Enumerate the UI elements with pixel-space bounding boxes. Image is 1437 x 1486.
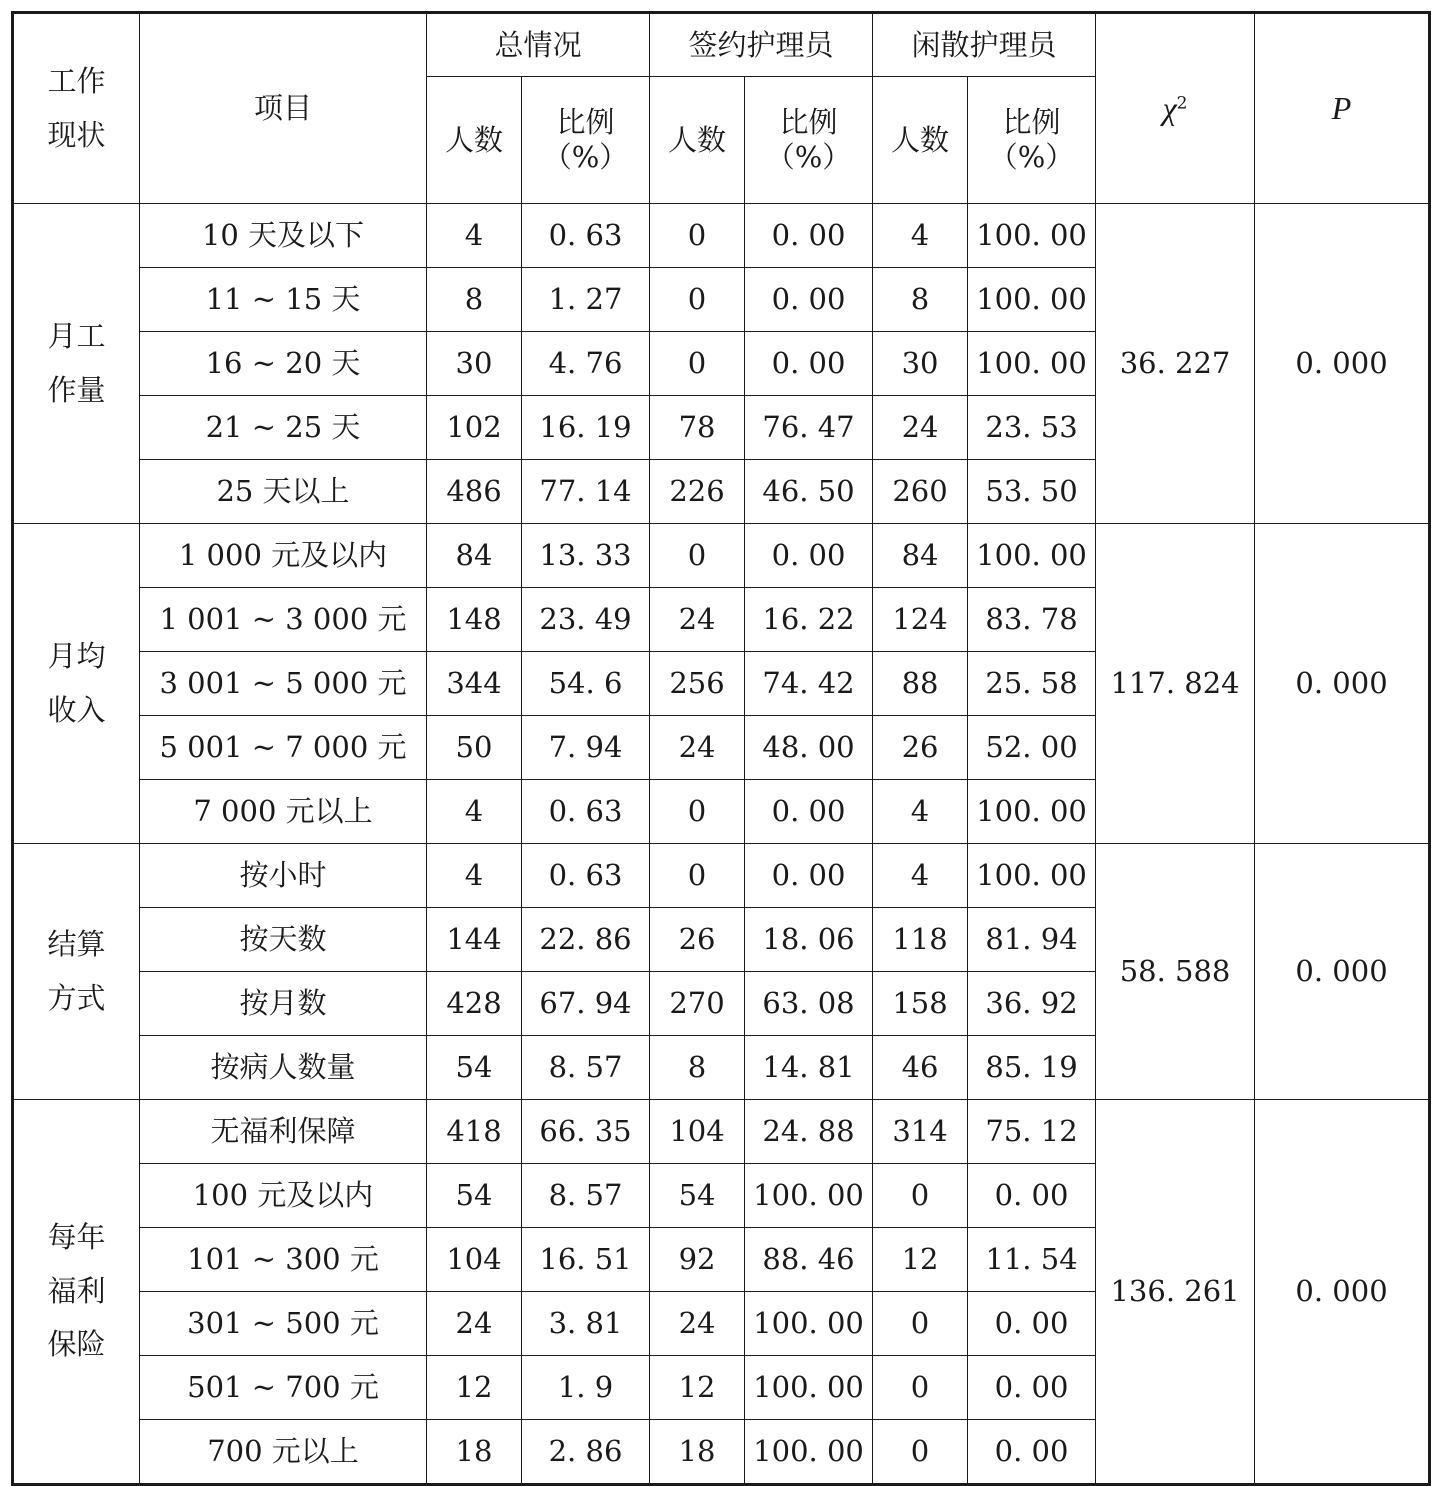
header-total-ratio bbox=[522, 77, 650, 204]
total-count-cell: 4 bbox=[427, 204, 522, 268]
row-item: 100 元及以内 bbox=[140, 1164, 427, 1228]
contracted-count-cell: 54 bbox=[650, 1164, 745, 1228]
row-item: 1 000 元及以内 bbox=[140, 524, 427, 588]
casual-ratio-cell: 11. 54 bbox=[968, 1228, 1096, 1292]
contracted-count-cell: 0 bbox=[650, 268, 745, 332]
total-count-cell: 102 bbox=[427, 396, 522, 460]
casual-ratio-cell: 100. 00 bbox=[968, 524, 1096, 588]
total-count-cell: 486 bbox=[427, 460, 522, 524]
row-item: 501 ~ 700 元 bbox=[140, 1356, 427, 1420]
group-label: 结算 方式 bbox=[13, 844, 140, 1100]
casual-count-cell: 0 bbox=[873, 1292, 968, 1356]
row-item: 按天数 bbox=[140, 908, 427, 972]
total-ratio-cell: 16. 51 bbox=[522, 1228, 650, 1292]
total-ratio-cell: 4. 76 bbox=[522, 332, 650, 396]
row-item: 16 ~ 20 天 bbox=[140, 332, 427, 396]
row-item: 无福利保障 bbox=[140, 1100, 427, 1164]
data-table bbox=[11, 11, 1431, 1486]
casual-ratio-cell: 36. 92 bbox=[968, 972, 1096, 1036]
contracted-ratio-cell: 0. 00 bbox=[745, 524, 873, 588]
total-ratio-cell: 3. 81 bbox=[522, 1292, 650, 1356]
contracted-ratio-cell: 76. 47 bbox=[745, 396, 873, 460]
casual-ratio-cell: 25. 58 bbox=[968, 652, 1096, 716]
header-casual-ratio bbox=[968, 77, 1096, 204]
casual-ratio-cell: 100. 00 bbox=[968, 844, 1096, 908]
contracted-ratio-cell: 88. 46 bbox=[745, 1228, 873, 1292]
header-contracted-count: 人数 bbox=[650, 77, 745, 204]
contracted-ratio-cell: 0. 00 bbox=[745, 332, 873, 396]
group-label: 月工 作量 bbox=[13, 204, 140, 524]
total-ratio-cell: 23. 49 bbox=[522, 588, 650, 652]
contracted-count-cell: 24 bbox=[650, 716, 745, 780]
casual-count-cell: 4 bbox=[873, 780, 968, 844]
total-count-cell: 18 bbox=[427, 1420, 522, 1485]
header-item: 项目 bbox=[140, 13, 427, 204]
contracted-ratio-cell: 100. 00 bbox=[745, 1356, 873, 1420]
total-ratio-cell: 16. 19 bbox=[522, 396, 650, 460]
casual-count-cell: 30 bbox=[873, 332, 968, 396]
casual-ratio-cell: 83. 78 bbox=[968, 588, 1096, 652]
total-count-cell: 54 bbox=[427, 1036, 522, 1100]
casual-ratio-cell: 75. 12 bbox=[968, 1100, 1096, 1164]
contracted-count-cell: 8 bbox=[650, 1036, 745, 1100]
contracted-count-cell: 24 bbox=[650, 588, 745, 652]
total-ratio-cell: 7. 94 bbox=[522, 716, 650, 780]
casual-count-cell: 46 bbox=[873, 1036, 968, 1100]
total-ratio-cell: 54. 6 bbox=[522, 652, 650, 716]
total-count-cell: 8 bbox=[427, 268, 522, 332]
row-item: 10 天及以下 bbox=[140, 204, 427, 268]
chi-superscript: 2 bbox=[1176, 93, 1188, 114]
total-ratio-cell: 0. 63 bbox=[522, 780, 650, 844]
total-count-cell: 144 bbox=[427, 908, 522, 972]
total-ratio-cell: 8. 57 bbox=[522, 1164, 650, 1228]
casual-ratio-cell: 0. 00 bbox=[968, 1164, 1096, 1228]
casual-count-cell: 26 bbox=[873, 716, 968, 780]
row-item: 21 ~ 25 天 bbox=[140, 396, 427, 460]
casual-count-cell: 124 bbox=[873, 588, 968, 652]
casual-count-cell: 24 bbox=[873, 396, 968, 460]
contracted-ratio-cell: 24. 88 bbox=[745, 1100, 873, 1164]
ratio-unit: （%） bbox=[765, 140, 852, 174]
table-row bbox=[13, 204, 1430, 268]
contracted-ratio-cell: 0. 00 bbox=[745, 844, 873, 908]
casual-count-cell: 118 bbox=[873, 908, 968, 972]
casual-ratio-cell: 100. 00 bbox=[968, 204, 1096, 268]
casual-ratio-cell: 0. 00 bbox=[968, 1292, 1096, 1356]
p-value: 0. 000 bbox=[1255, 844, 1430, 1100]
header-work-status bbox=[13, 13, 140, 204]
contracted-ratio-cell: 18. 06 bbox=[745, 908, 873, 972]
p-value: 0. 000 bbox=[1255, 1100, 1430, 1485]
chi-square-value: 58. 588 bbox=[1096, 844, 1255, 1100]
total-ratio-cell: 1. 27 bbox=[522, 268, 650, 332]
contracted-ratio-cell: 0. 00 bbox=[745, 780, 873, 844]
contracted-count-cell: 18 bbox=[650, 1420, 745, 1485]
row-item: 按病人数量 bbox=[140, 1036, 427, 1100]
contracted-count-cell: 12 bbox=[650, 1356, 745, 1420]
casual-ratio-cell: 85. 19 bbox=[968, 1036, 1096, 1100]
chi-square-value: 136. 261 bbox=[1096, 1100, 1255, 1485]
contracted-count-cell: 0 bbox=[650, 524, 745, 588]
contracted-ratio-cell: 48. 00 bbox=[745, 716, 873, 780]
casual-ratio-cell: 0. 00 bbox=[968, 1356, 1096, 1420]
total-count-cell: 4 bbox=[427, 844, 522, 908]
total-ratio-cell: 13. 33 bbox=[522, 524, 650, 588]
contracted-ratio-cell: 74. 42 bbox=[745, 652, 873, 716]
total-ratio-cell: 77. 14 bbox=[522, 460, 650, 524]
ratio-unit: （%） bbox=[988, 140, 1075, 174]
table-header bbox=[13, 13, 1430, 204]
header-casual: 闲散护理员 bbox=[873, 13, 1096, 77]
total-ratio-cell: 67. 94 bbox=[522, 972, 650, 1036]
contracted-ratio-cell: 0. 00 bbox=[745, 268, 873, 332]
header-chi-square bbox=[1096, 13, 1255, 204]
contracted-count-cell: 104 bbox=[650, 1100, 745, 1164]
casual-count-cell: 4 bbox=[873, 204, 968, 268]
casual-ratio-cell: 81. 94 bbox=[968, 908, 1096, 972]
contracted-ratio-cell: 14. 81 bbox=[745, 1036, 873, 1100]
casual-ratio-cell: 100. 00 bbox=[968, 268, 1096, 332]
contracted-ratio-cell: 16. 22 bbox=[745, 588, 873, 652]
header-contracted-ratio bbox=[745, 77, 873, 204]
casual-count-cell: 0 bbox=[873, 1164, 968, 1228]
contracted-count-cell: 24 bbox=[650, 1292, 745, 1356]
row-item: 25 天以上 bbox=[140, 460, 427, 524]
row-item: 5 001 ~ 7 000 元 bbox=[140, 716, 427, 780]
ratio-label: 比例 bbox=[556, 105, 615, 140]
total-count-cell: 428 bbox=[427, 972, 522, 1036]
contracted-ratio-cell: 46. 50 bbox=[745, 460, 873, 524]
chi-symbol: χ bbox=[1162, 90, 1177, 127]
casual-ratio-cell: 100. 00 bbox=[968, 332, 1096, 396]
casual-ratio-cell: 100. 00 bbox=[968, 780, 1096, 844]
contracted-count-cell: 0 bbox=[650, 204, 745, 268]
header-total-count: 人数 bbox=[427, 77, 522, 204]
header-work-status-label: 工作 现状 bbox=[47, 63, 106, 152]
casual-count-cell: 12 bbox=[873, 1228, 968, 1292]
total-count-cell: 84 bbox=[427, 524, 522, 588]
total-count-cell: 148 bbox=[427, 588, 522, 652]
total-count-cell: 4 bbox=[427, 780, 522, 844]
p-value: 0. 000 bbox=[1255, 204, 1430, 524]
contracted-ratio-cell: 0. 00 bbox=[745, 204, 873, 268]
contracted-count-cell: 0 bbox=[650, 780, 745, 844]
row-item: 700 元以上 bbox=[140, 1420, 427, 1485]
total-count-cell: 50 bbox=[427, 716, 522, 780]
header-casual-count: 人数 bbox=[873, 77, 968, 204]
table-row bbox=[13, 1100, 1430, 1164]
contracted-count-cell: 0 bbox=[650, 332, 745, 396]
total-ratio-cell: 0. 63 bbox=[522, 844, 650, 908]
casual-count-cell: 4 bbox=[873, 844, 968, 908]
contracted-count-cell: 26 bbox=[650, 908, 745, 972]
casual-ratio-cell: 53. 50 bbox=[968, 460, 1096, 524]
row-item: 301 ~ 500 元 bbox=[140, 1292, 427, 1356]
row-item: 3 001 ~ 5 000 元 bbox=[140, 652, 427, 716]
ratio-label: 比例 bbox=[1002, 105, 1061, 140]
total-count-cell: 30 bbox=[427, 332, 522, 396]
header-total: 总情况 bbox=[427, 13, 650, 77]
total-ratio-cell: 8. 57 bbox=[522, 1036, 650, 1100]
contracted-count-cell: 78 bbox=[650, 396, 745, 460]
casual-count-cell: 314 bbox=[873, 1100, 968, 1164]
group-label: 月均 收入 bbox=[13, 524, 140, 844]
total-count-cell: 12 bbox=[427, 1356, 522, 1420]
total-count-cell: 418 bbox=[427, 1100, 522, 1164]
ratio-label: 比例 bbox=[779, 105, 838, 140]
casual-count-cell: 0 bbox=[873, 1420, 968, 1485]
contracted-ratio-cell: 100. 00 bbox=[745, 1164, 873, 1228]
table-row bbox=[13, 524, 1430, 588]
ratio-unit: （%） bbox=[542, 140, 629, 174]
header-contracted: 签约护理员 bbox=[650, 13, 873, 77]
casual-count-cell: 84 bbox=[873, 524, 968, 588]
p-value: 0. 000 bbox=[1255, 524, 1430, 844]
contracted-count-cell: 0 bbox=[650, 844, 745, 908]
casual-count-cell: 260 bbox=[873, 460, 968, 524]
row-item: 7 000 元以上 bbox=[140, 780, 427, 844]
chi-square-value: 36. 227 bbox=[1096, 204, 1255, 524]
casual-count-cell: 0 bbox=[873, 1356, 968, 1420]
total-count-cell: 104 bbox=[427, 1228, 522, 1292]
casual-count-cell: 88 bbox=[873, 652, 968, 716]
contracted-count-cell: 256 bbox=[650, 652, 745, 716]
contracted-ratio-cell: 100. 00 bbox=[745, 1420, 873, 1485]
casual-ratio-cell: 52. 00 bbox=[968, 716, 1096, 780]
total-ratio-cell: 1. 9 bbox=[522, 1356, 650, 1420]
total-count-cell: 344 bbox=[427, 652, 522, 716]
contracted-ratio-cell: 100. 00 bbox=[745, 1292, 873, 1356]
row-item: 101 ~ 300 元 bbox=[140, 1228, 427, 1292]
row-item: 按月数 bbox=[140, 972, 427, 1036]
casual-count-cell: 8 bbox=[873, 268, 968, 332]
casual-ratio-cell: 0. 00 bbox=[968, 1420, 1096, 1485]
table-row bbox=[13, 844, 1430, 908]
total-count-cell: 54 bbox=[427, 1164, 522, 1228]
row-item: 按小时 bbox=[140, 844, 427, 908]
row-item: 11 ~ 15 天 bbox=[140, 268, 427, 332]
contracted-count-cell: 226 bbox=[650, 460, 745, 524]
contracted-ratio-cell: 63. 08 bbox=[745, 972, 873, 1036]
group-label: 每年 福利 保险 bbox=[13, 1100, 140, 1485]
casual-ratio-cell: 23. 53 bbox=[968, 396, 1096, 460]
row-item: 1 001 ~ 3 000 元 bbox=[140, 588, 427, 652]
total-count-cell: 24 bbox=[427, 1292, 522, 1356]
chi-square-value: 117. 824 bbox=[1096, 524, 1255, 844]
total-ratio-cell: 0. 63 bbox=[522, 204, 650, 268]
contracted-count-cell: 270 bbox=[650, 972, 745, 1036]
total-ratio-cell: 22. 86 bbox=[522, 908, 650, 972]
total-ratio-cell: 66. 35 bbox=[522, 1100, 650, 1164]
casual-count-cell: 158 bbox=[873, 972, 968, 1036]
total-ratio-cell: 2. 86 bbox=[522, 1420, 650, 1485]
contracted-count-cell: 92 bbox=[650, 1228, 745, 1292]
header-p bbox=[1255, 13, 1430, 204]
p-symbol: P bbox=[1331, 90, 1352, 127]
table-body bbox=[13, 204, 1430, 1485]
